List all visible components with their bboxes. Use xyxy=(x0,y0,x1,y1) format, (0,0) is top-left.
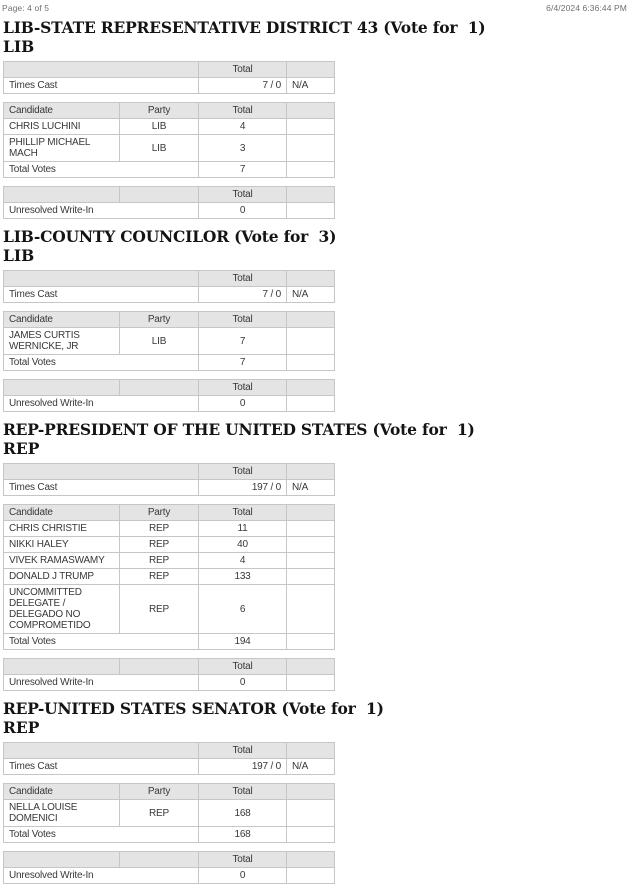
write-in-label: Unresolved Write-In xyxy=(4,396,199,412)
empty-cell xyxy=(287,380,335,396)
write-in-value: 0 xyxy=(199,396,287,412)
empty-cell xyxy=(4,380,120,396)
candidate-name: NIKKI HALEY xyxy=(4,537,120,553)
contest-section xyxy=(2,18,627,219)
candidate-party: REP xyxy=(120,585,199,634)
times-cast-note: N/A xyxy=(287,287,335,303)
times-cast-label: Times Cast xyxy=(4,287,199,303)
candidate-row xyxy=(4,585,335,634)
times-cast-header-row xyxy=(4,62,335,78)
total-column-header: Total xyxy=(199,312,287,328)
empty-cell xyxy=(287,396,335,412)
empty-cell xyxy=(287,162,335,178)
empty-cell xyxy=(287,852,335,868)
empty-cell xyxy=(120,852,199,868)
write-in-label: Unresolved Write-In xyxy=(4,203,199,219)
total-votes-value: 7 xyxy=(199,355,287,371)
total-column-header: Total xyxy=(199,464,287,480)
party-column-header: Party xyxy=(120,103,199,119)
write-in-header-row xyxy=(4,380,335,396)
candidate-party: REP xyxy=(120,521,199,537)
write-in-row xyxy=(4,868,335,884)
empty-cell xyxy=(287,119,335,135)
contest-party-group: LIB xyxy=(3,37,35,56)
candidate-name: UNCOMMITTED DELEGATE / DELEGADO NO COMPROMETIDO xyxy=(4,585,120,634)
candidates-table xyxy=(3,783,335,843)
total-votes-row xyxy=(4,162,335,178)
times-cast-header-row xyxy=(4,464,335,480)
candidate-name: CHRIS LUCHINI xyxy=(4,119,120,135)
times-cast-value: 197 / 0 xyxy=(199,759,287,775)
empty-cell xyxy=(287,800,335,827)
write-in-table xyxy=(3,186,335,219)
candidate-row xyxy=(4,521,335,537)
party-column-header: Party xyxy=(120,312,199,328)
write-in-table xyxy=(3,851,335,884)
empty-cell xyxy=(287,868,335,884)
total-column-header: Total xyxy=(199,103,287,119)
empty-cell xyxy=(4,187,120,203)
candidate-party: LIB xyxy=(120,119,199,135)
candidates-header-row xyxy=(4,103,335,119)
empty-cell xyxy=(287,743,335,759)
times-cast-table xyxy=(3,270,335,303)
candidate-row xyxy=(4,553,335,569)
candidate-total: 3 xyxy=(199,135,287,162)
times-cast-value: 7 / 0 xyxy=(199,78,287,94)
empty-cell xyxy=(4,852,120,868)
empty-cell xyxy=(287,203,335,219)
total-votes-value: 7 xyxy=(199,162,287,178)
empty-cell xyxy=(287,464,335,480)
write-in-label: Unresolved Write-In xyxy=(4,675,199,691)
candidates-header-row xyxy=(4,784,335,800)
empty-cell xyxy=(287,569,335,585)
candidate-name: CHRIS CHRISTIE xyxy=(4,521,120,537)
candidate-party: REP xyxy=(120,569,199,585)
candidate-party: REP xyxy=(120,800,199,827)
candidate-row xyxy=(4,135,335,162)
candidate-row xyxy=(4,119,335,135)
total-votes-row xyxy=(4,355,335,371)
candidates-table xyxy=(3,311,335,371)
times-cast-table xyxy=(3,742,335,775)
empty-cell xyxy=(287,312,335,328)
candidate-total: 4 xyxy=(199,119,287,135)
empty-cell xyxy=(287,784,335,800)
empty-cell xyxy=(287,328,335,355)
empty-cell xyxy=(120,380,199,396)
total-column-header: Total xyxy=(199,743,287,759)
candidate-row xyxy=(4,537,335,553)
candidate-total: 7 xyxy=(199,328,287,355)
candidates-header-row xyxy=(4,505,335,521)
page-indicator: Page: 4 of 5 xyxy=(2,3,50,13)
candidate-row xyxy=(4,800,335,827)
times-cast-label: Times Cast xyxy=(4,759,199,775)
times-cast-note: N/A xyxy=(287,759,335,775)
contest-title: REP-UNITED STATES SENATOR (Vote for 1) xyxy=(3,699,384,718)
total-column-header: Total xyxy=(199,187,287,203)
total-votes-value: 168 xyxy=(199,827,287,843)
candidates-table xyxy=(3,504,335,650)
times-cast-header-row xyxy=(4,271,335,287)
times-cast-note: N/A xyxy=(287,480,335,496)
total-votes-label: Total Votes xyxy=(4,634,199,650)
party-column-header: Party xyxy=(120,784,199,800)
candidate-total: 168 xyxy=(199,800,287,827)
candidate-column-header: Candidate xyxy=(4,505,120,521)
times-cast-table xyxy=(3,61,335,94)
write-in-row xyxy=(4,203,335,219)
write-in-header-row xyxy=(4,852,335,868)
write-in-value: 0 xyxy=(199,675,287,691)
candidate-column-header: Candidate xyxy=(4,784,120,800)
total-column-header: Total xyxy=(199,271,287,287)
empty-cell xyxy=(287,537,335,553)
contest-title: LIB-COUNTY COUNCILOR (Vote for 3) xyxy=(3,227,337,246)
write-in-label: Unresolved Write-In xyxy=(4,868,199,884)
empty-cell xyxy=(4,659,120,675)
candidate-party: REP xyxy=(120,553,199,569)
empty-cell xyxy=(287,634,335,650)
candidate-row xyxy=(4,328,335,355)
times-cast-row xyxy=(4,480,335,496)
empty-cell xyxy=(120,187,199,203)
candidate-total: 4 xyxy=(199,553,287,569)
empty-cell xyxy=(287,187,335,203)
total-votes-label: Total Votes xyxy=(4,355,199,371)
candidate-total: 11 xyxy=(199,521,287,537)
write-in-row xyxy=(4,675,335,691)
empty-cell xyxy=(287,659,335,675)
empty-cell xyxy=(287,271,335,287)
contest-section xyxy=(2,227,627,412)
total-column-header: Total xyxy=(199,784,287,800)
candidate-name: NELLA LOUISE DOMENICI xyxy=(4,800,120,827)
empty-cell xyxy=(287,505,335,521)
total-votes-row xyxy=(4,634,335,650)
total-column-header: Total xyxy=(199,505,287,521)
contest-sections xyxy=(2,18,627,884)
candidate-name: DONALD J TRUMP xyxy=(4,569,120,585)
contest-party-group: REP xyxy=(3,718,40,737)
times-cast-value: 7 / 0 xyxy=(199,287,287,303)
times-cast-value: 197 / 0 xyxy=(199,480,287,496)
contest-section xyxy=(2,699,627,884)
total-column-header: Total xyxy=(199,659,287,675)
times-cast-label: Times Cast xyxy=(4,480,199,496)
candidate-name: VIVEK RAMASWAMY xyxy=(4,553,120,569)
empty-cell xyxy=(4,743,199,759)
times-cast-header-row xyxy=(4,743,335,759)
candidate-party: LIB xyxy=(120,328,199,355)
empty-cell xyxy=(120,659,199,675)
empty-cell xyxy=(287,521,335,537)
times-cast-row xyxy=(4,287,335,303)
write-in-table xyxy=(3,658,335,691)
write-in-header-row xyxy=(4,187,335,203)
party-column-header: Party xyxy=(120,505,199,521)
total-column-header: Total xyxy=(199,852,287,868)
empty-cell xyxy=(287,553,335,569)
candidate-row xyxy=(4,569,335,585)
candidate-name: JAMES CURTIS WERNICKE, JR xyxy=(4,328,120,355)
candidate-party: REP xyxy=(120,537,199,553)
page-meta xyxy=(2,3,627,13)
times-cast-table xyxy=(3,463,335,496)
total-votes-value: 194 xyxy=(199,634,287,650)
total-column-header: Total xyxy=(199,62,287,78)
empty-cell xyxy=(4,271,199,287)
write-in-header-row xyxy=(4,659,335,675)
empty-cell xyxy=(287,355,335,371)
contest-title: LIB-STATE REPRESENTATIVE DISTRICT 43 (Vote for 1) xyxy=(3,18,486,37)
empty-cell xyxy=(287,135,335,162)
candidate-column-header: Candidate xyxy=(4,103,120,119)
candidates-header-row xyxy=(4,312,335,328)
write-in-table xyxy=(3,379,335,412)
total-votes-row xyxy=(4,827,335,843)
empty-cell xyxy=(287,103,335,119)
contest-section xyxy=(2,420,627,691)
candidate-party: LIB xyxy=(120,135,199,162)
report-timestamp: 6/4/2024 6:36:44 PM xyxy=(546,3,627,13)
empty-cell xyxy=(4,464,199,480)
empty-cell xyxy=(4,62,199,78)
write-in-row xyxy=(4,396,335,412)
contest-party-group: REP xyxy=(3,439,40,458)
write-in-value: 0 xyxy=(199,868,287,884)
times-cast-note: N/A xyxy=(287,78,335,94)
times-cast-row xyxy=(4,759,335,775)
candidate-name: PHILLIP MICHAEL MACH xyxy=(4,135,120,162)
write-in-value: 0 xyxy=(199,203,287,219)
candidate-total: 133 xyxy=(199,569,287,585)
total-column-header: Total xyxy=(199,380,287,396)
empty-cell xyxy=(287,62,335,78)
contest-title: REP-PRESIDENT OF THE UNITED STATES (Vote for 1) xyxy=(3,420,475,439)
candidates-table xyxy=(3,102,335,178)
times-cast-label: Times Cast xyxy=(4,78,199,94)
candidate-column-header: Candidate xyxy=(4,312,120,328)
total-votes-label: Total Votes xyxy=(4,827,199,843)
candidate-total: 6 xyxy=(199,585,287,634)
empty-cell xyxy=(287,585,335,634)
contest-party-group: LIB xyxy=(3,246,35,265)
candidate-total: 40 xyxy=(199,537,287,553)
empty-cell xyxy=(287,827,335,843)
total-votes-label: Total Votes xyxy=(4,162,199,178)
times-cast-row xyxy=(4,78,335,94)
empty-cell xyxy=(287,675,335,691)
